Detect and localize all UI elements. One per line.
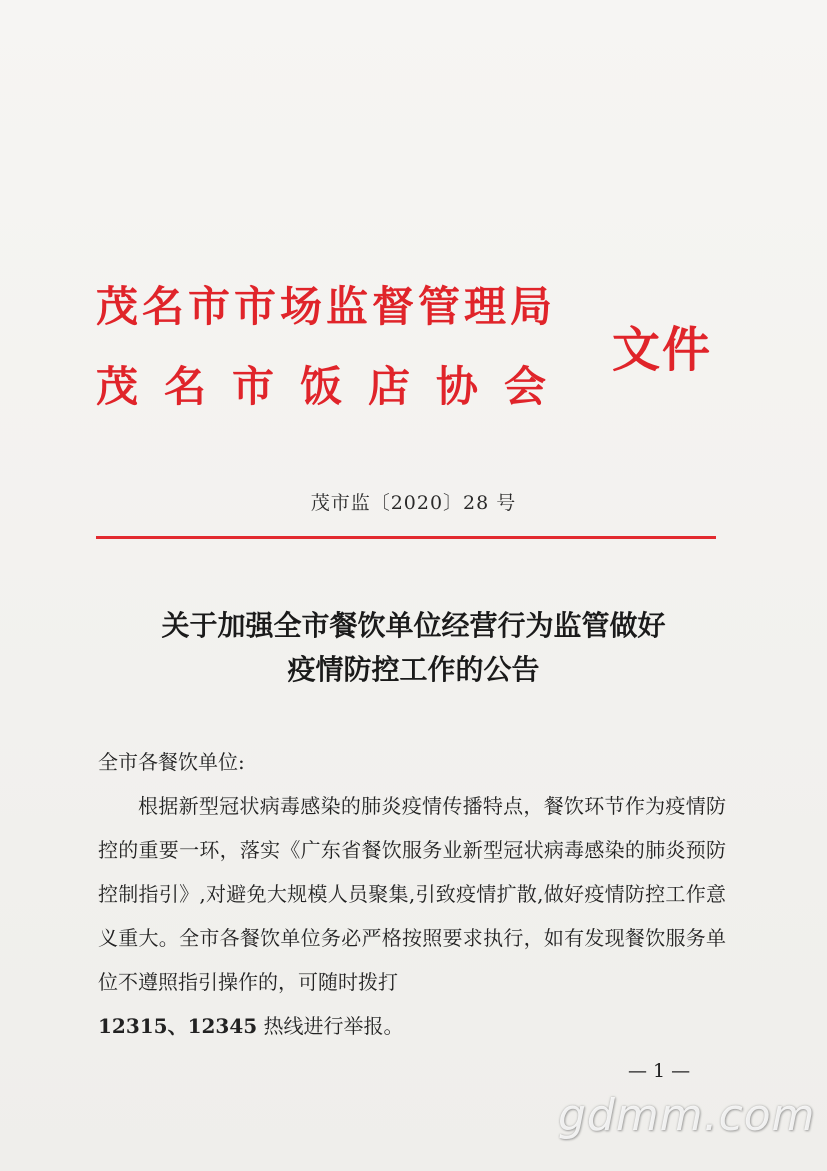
document-kind-label: 文件 bbox=[612, 322, 713, 378]
paragraph-tail: 热线进行举报。 bbox=[263, 1014, 404, 1038]
red-divider-line bbox=[96, 536, 716, 539]
issuer-market-supervision-bureau: 茂名市市场监督管理局 bbox=[96, 282, 557, 331]
announcement-title bbox=[0, 604, 827, 692]
issuer-hotel-association: 茂名市饭店协会 bbox=[96, 362, 573, 411]
document-number: 茂市监〔2020〕28 号 bbox=[310, 492, 517, 514]
salutation: 全市各餐饮单位: bbox=[98, 750, 245, 774]
title-line-2: 疫情防控工作的公告 bbox=[287, 653, 540, 686]
announcement-body bbox=[98, 740, 726, 1048]
site-watermark: gdmm.com bbox=[558, 1090, 816, 1141]
body-paragraph bbox=[98, 784, 726, 1048]
hotline-numbers: 12315、12345 bbox=[98, 1014, 258, 1038]
title-line-1: 关于加强全市餐饮单位经营行为监管做好 bbox=[161, 609, 666, 642]
page-number: — 1 — bbox=[628, 1060, 691, 1082]
paragraph-text: 根据新型冠状病毒感染的肺炎疫情传播特点，餐饮环节作为疫情防控的重要一环，落实《广东省餐饮服务业新型冠状病毒感染的肺炎预防控制指引》,对避免大规模人员聚集,引致疫情扩散,做好疫情防控工作意义重大。全市各餐饮单位务必严格按照要求执行，如有发现餐饮服务单位不遵照指引操作的，可随时拨打 bbox=[98, 794, 726, 994]
